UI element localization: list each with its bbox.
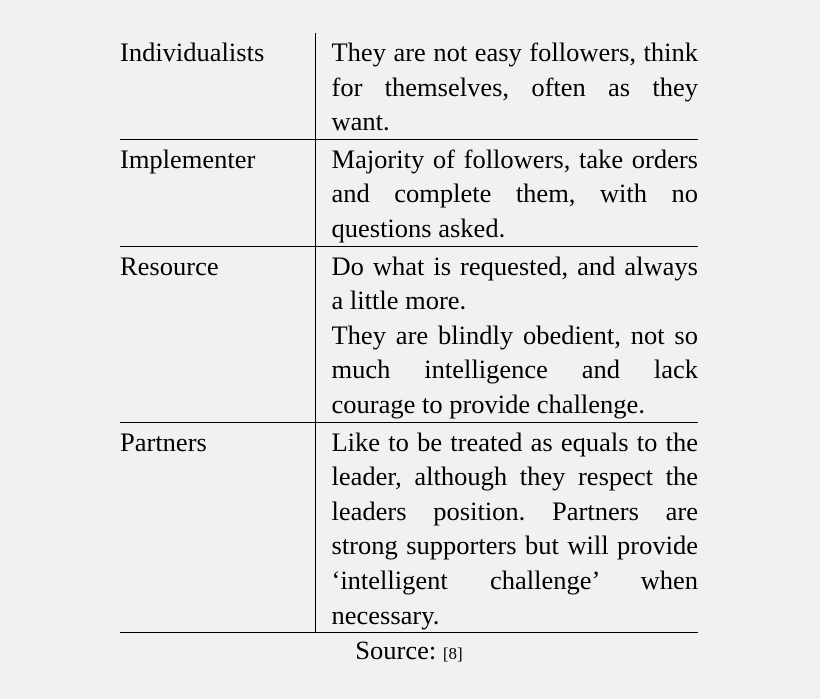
source-reference: [8] <box>442 644 463 664</box>
follower-type-label: Implementer <box>120 139 315 246</box>
follower-type-label: Individualists <box>120 33 315 139</box>
description-paragraph: Do what is requested, and always a little more. <box>331 250 698 316</box>
follower-type-description <box>315 246 698 422</box>
table-row-individualists <box>120 33 698 139</box>
description-paragraph: Like to be treated as equals to the leader, although they respect the leaders position. Partners are strong supporters but will provide ‘intelligent challenge’ when necessary. <box>331 426 698 630</box>
table-row-resource <box>120 246 698 422</box>
follower-type-description <box>315 33 698 139</box>
follower-types-document <box>120 33 698 671</box>
table-row-implementer <box>120 139 698 246</box>
follower-type-label: Partners <box>120 422 315 633</box>
follower-types-table <box>120 33 698 633</box>
follower-type-label: Resource <box>120 246 315 422</box>
source-caption <box>120 633 698 671</box>
description-paragraph: Majority of followers, take orders and complete them, with no questions asked. <box>331 143 698 243</box>
table-row-partners <box>120 422 698 633</box>
follower-type-description <box>315 422 698 633</box>
follower-type-description <box>315 139 698 246</box>
description-paragraph: They are blindly obedient, not so much intelligence and lack courage to provide challenge. <box>331 319 698 419</box>
source-label: Source: <box>355 635 437 666</box>
description-paragraph: They are not easy followers, think for themselves, often as they want. <box>331 37 698 137</box>
